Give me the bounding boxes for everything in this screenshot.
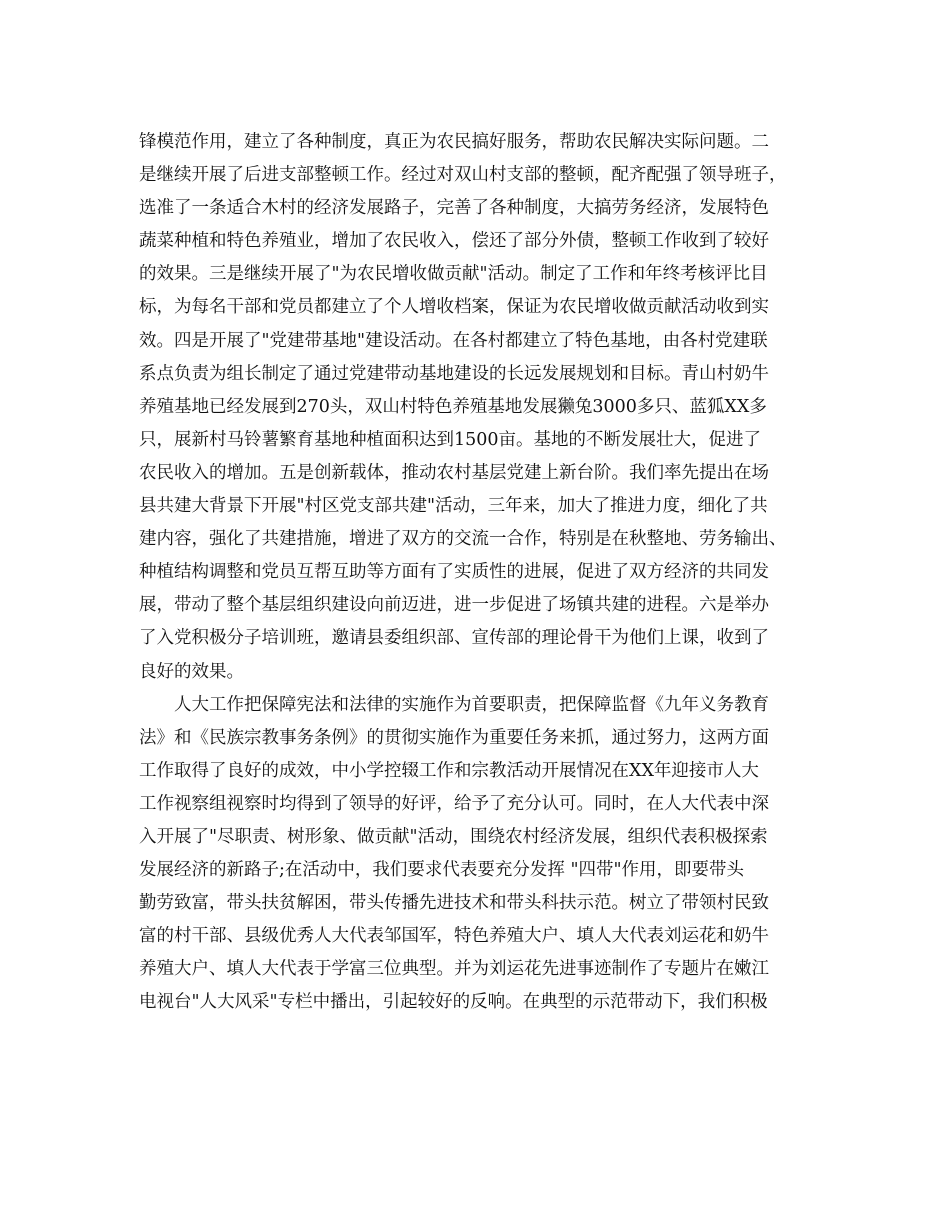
text-line: 勤劳致富，带头扶贫解困，带头传播先进技术和带头科扶示范。树立了带领村民致 [139,893,769,914]
text-line: 工作取得了良好的成效，中小学控辍工作和宗教活动开展情况在XX年迎接市人大 [139,760,759,781]
text-line: 发展经济的新路子;在活动中，我们要求代表要充分发挥 "四带"作用，即要带头 [139,860,745,881]
text-line: 农民收入的增加。五是创新载体，推动农村基层党建上新台阶。我们率先提出在场 [139,462,769,483]
text-line: 富的村干部、县级优秀人大代表邹国军，特色养殖大户、填人大代表刘运花和奶牛 [139,926,769,947]
document-body [139,126,829,1020]
text-line: 标，为每名干部和党员都建立了个人增收档案，保证为农民增收做贡献活动收到实 [139,297,769,318]
text-line: 良好的效果。 [139,661,244,682]
text-line: 的效果。三是继续开展了"为农民增收做贡献"活动。制定了工作和年终考核评比目 [139,264,768,285]
text-line: 养殖大户、填人大代表于学富三位典型。并为刘运花先进事迹制作了专题片在嫩江 [139,959,769,980]
paragraph [139,689,829,1020]
text-line: 锋模范作用，建立了各种制度，真正为农民搞好服务，帮助农民解决实际问题。二 [139,132,769,152]
text-line: 入开展了"尽职责、树形象、做贡献"活动，围绕农村经济发展，组织代表积极探索 [139,826,768,847]
text-line: 效。四是开展了"党建带基地"建设活动。在各村都建立了特色基地，由各村党建联 [139,330,768,351]
text-line: 是继续开展了后进支部整顿工作。经过对双山村支部的整顿，配齐配强了领导班子， [139,165,787,186]
text-line: 了入党积极分子培训班，邀请县委组织部、宣传部的理论骨干为他们上课，收到了 [139,628,769,649]
text-line: 系点负责为组长制定了通过党建带动基地建设的长远发展规划和目标。青山村奶牛 [139,363,769,384]
text-line: 人大工作把保障宪法和法律的实施作为首要职责，把保障监督《九年义务教育 [174,694,769,715]
text-line: 建内容，强化了共建措施，增进了双方的交流一合作，特别是在秋整地、劳务输出、 [139,529,787,550]
text-line: 蔬菜种植和特色养殖业，增加了农民收入，偿还了部分外债，整顿工作收到了较好 [139,231,769,252]
text-line: 县共建大背景下开展"村区党支部共建"活动，三年来，加大了推进力度，细化了共 [139,496,768,517]
text-line: 选准了一条适合木村的经济发展路子，完善了各种制度，大搞劳务经济，发展特色 [139,198,769,219]
paragraph [139,126,829,689]
text-line: 法》和《民族宗教事务条例》的贯彻实施作为重要任务来抓，通过努力，这两方面 [139,727,769,748]
text-line: 养殖基地已经发展到270头，双山村特色养殖基地发展獭兔3000多只、蓝狐XX多 [139,396,767,417]
text-line: 工作视察组视察时均得到了领导的好评，给予了充分认可。同时，在人大代表中深 [139,793,769,814]
text-line: 展，带动了整个基层组织建设向前迈进，进一步促进了场镇共建的进程。六是举办 [139,595,769,616]
text-line: 种植结构调整和党员互帮互助等方面有了实质性的进展，促进了双方经济的共同发 [139,562,769,583]
text-line: 只，展新村马铃薯繁育基地种植面积达到1500亩。基地的不断发展壮大，促进了 [139,429,762,450]
text-line: 电视台"人大风采"专栏中播出，引起较好的反响。在典型的示范带动下，我们积极 [139,992,768,1013]
